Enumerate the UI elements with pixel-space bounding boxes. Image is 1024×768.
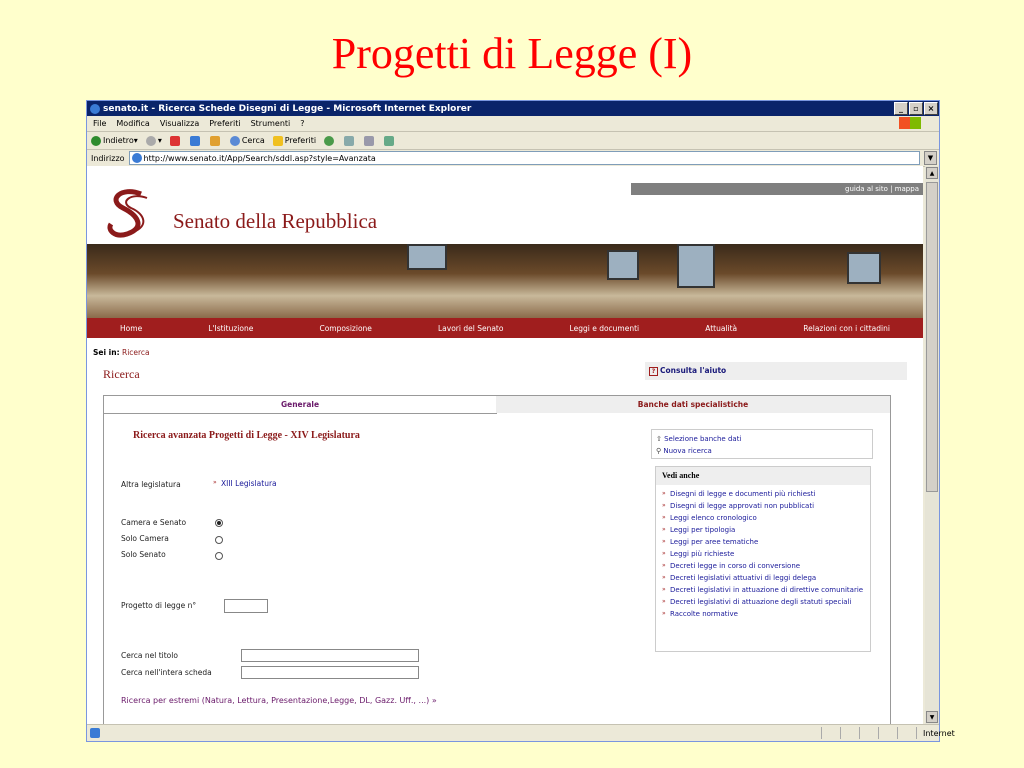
mail-button[interactable] — [344, 136, 356, 146]
breadcrumb-label: Sei in: — [93, 348, 120, 357]
address-url: http://www.senato.it/App/Search/sddl.asp?style=Avanzata — [143, 153, 376, 163]
nuova-ricerca-link[interactable]: ⚲ Nuova ricerca — [656, 447, 712, 455]
monitor-icon — [607, 250, 639, 280]
nav-relazioni[interactable]: Relazioni con i cittadini — [803, 323, 890, 333]
stop-button[interactable] — [170, 136, 182, 146]
status-cell — [821, 727, 840, 739]
cerca-titolo-label: Cerca nel titolo — [121, 651, 178, 660]
close-button[interactable]: × — [924, 102, 938, 115]
search-icon — [230, 136, 240, 146]
nav-lavori[interactable]: Lavori del Senato — [438, 323, 504, 333]
nav-leggi[interactable]: Leggi e documenti — [569, 323, 640, 333]
status-bar — [87, 724, 955, 741]
menu-visualizza[interactable]: Visualizza — [159, 119, 200, 128]
status-cell — [859, 727, 878, 739]
radio-solo-camera[interactable] — [215, 536, 223, 544]
vedi-anche-link[interactable]: » Leggi per aree tematiche — [662, 537, 870, 547]
nav-istituzione[interactable]: L'Istituzione — [208, 323, 254, 333]
breadcrumb — [93, 348, 150, 357]
tab-banche-dati[interactable]: Banche dati specialistiche — [496, 396, 890, 413]
browser-window — [86, 100, 955, 742]
print-icon — [364, 136, 374, 146]
altra-legislatura-label: Altra legislatura — [121, 480, 181, 489]
status-cell — [878, 727, 897, 739]
radio-label-solo-camera: Solo Camera — [121, 534, 169, 543]
vedi-anche-heading: Vedi anche — [656, 467, 870, 485]
breadcrumb-ricerca[interactable]: Ricerca — [121, 348, 150, 357]
status-zone: Internet — [916, 727, 939, 739]
vedi-anche-box — [655, 466, 871, 652]
scroll-down-arrow[interactable]: ▼ — [926, 711, 938, 723]
radio-camera-senato[interactable] — [215, 519, 223, 527]
address-bar — [87, 150, 939, 167]
menu-help[interactable]: ? — [300, 119, 305, 128]
monitor-icon — [847, 252, 881, 284]
status-cell — [840, 727, 859, 739]
xiii-legislatura-link[interactable]: XIII Legislatura — [221, 479, 277, 488]
maximize-button[interactable]: ▫ — [909, 102, 923, 115]
radio-label-camera-senato: Camera e Senato — [121, 518, 187, 527]
nav-composizione[interactable]: Composizione — [319, 323, 372, 333]
scroll-thumb[interactable] — [926, 182, 938, 492]
page-icon — [132, 153, 142, 163]
address-input[interactable] — [129, 151, 920, 165]
main-nav — [87, 318, 923, 338]
menu-bar — [87, 116, 939, 132]
header-banner-image — [87, 244, 923, 318]
print-button[interactable] — [364, 136, 376, 146]
favorites-button[interactable]: Preferiti — [273, 136, 316, 146]
stop-icon — [170, 136, 180, 146]
up-arrow-icon: ⇧ — [656, 435, 662, 443]
vedi-anche-link[interactable]: » Raccolte normative — [662, 609, 870, 619]
minimize-button[interactable]: _ — [894, 102, 908, 115]
menu-modifica[interactable]: Modifica — [116, 119, 150, 128]
search-heading: Ricerca avanzata Progetti di Legge - XIV Legislatura — [133, 430, 360, 441]
forward-button[interactable]: ▾ — [146, 136, 162, 146]
ricerca-estremi-link[interactable]: Ricerca per estremi (Natura, Lettura, Presentazione,Legge, DL, Gazz. Uff., ...) » — [121, 696, 437, 705]
nav-attualita[interactable]: Attualità — [705, 323, 738, 333]
senato-logo-icon — [101, 186, 159, 238]
history-icon — [324, 136, 334, 146]
menu-file[interactable]: File — [93, 119, 107, 128]
back-button[interactable]: Indietro ▾ — [91, 136, 138, 146]
vedi-anche-link[interactable]: » Decreti legislativi attuativi di leggi delega — [662, 573, 870, 583]
forward-arrow-icon — [146, 136, 156, 146]
monitor-icon — [407, 244, 447, 270]
vedi-anche-link[interactable]: » Disegni di legge approvati non pubblicati — [662, 501, 870, 511]
vedi-anche-link[interactable]: » Decreti legislativi di attuazione degli statuti speciali — [662, 597, 870, 607]
help-link[interactable]: ? Consulta l'aiuto — [645, 362, 907, 380]
title-bar — [87, 101, 939, 116]
vedi-anche-list — [656, 489, 870, 619]
cerca-scheda-input[interactable] — [241, 666, 419, 679]
menu-strumenti[interactable]: Strumenti — [250, 119, 291, 128]
radio-label-solo-senato: Solo Senato — [121, 550, 166, 559]
toolbar — [87, 132, 939, 150]
vedi-anche-link[interactable]: » Leggi per tipologia — [662, 525, 870, 535]
home-button[interactable] — [210, 136, 222, 146]
windows-logo-icon — [899, 117, 921, 129]
search-icon: ⚲ — [656, 447, 662, 455]
address-dropdown[interactable]: ▼ — [924, 151, 937, 165]
menu-preferiti[interactable]: Preferiti — [209, 119, 241, 128]
top-links[interactable]: guida al sito | mappa — [631, 183, 923, 195]
bullet-icon: » — [213, 479, 217, 486]
history-button[interactable] — [324, 136, 336, 146]
home-icon — [210, 136, 220, 146]
status-cells — [821, 727, 955, 739]
page-status-icon — [90, 728, 100, 738]
tab-generale[interactable]: Generale — [104, 396, 497, 414]
selection-box — [651, 429, 873, 459]
monitor-icon — [677, 244, 715, 288]
search-button[interactable]: Cerca — [230, 136, 265, 146]
selezione-banche-link[interactable]: ⇧ Selezione banche dati — [656, 435, 742, 443]
section-title: Ricerca — [103, 367, 140, 381]
vedi-anche-link[interactable]: » Decreti legislativi in attuazione di direttive comunitarie — [662, 585, 870, 595]
nav-home[interactable]: Home — [120, 323, 143, 333]
help-icon: ? — [649, 367, 658, 376]
radio-solo-senato[interactable] — [215, 552, 223, 560]
slide-title: Progetti di Legge (I) — [331, 29, 693, 78]
star-icon — [273, 136, 283, 146]
refresh-button[interactable] — [190, 136, 202, 146]
scroll-up-arrow[interactable]: ▲ — [926, 167, 938, 179]
page-content — [87, 166, 923, 724]
mail-icon — [344, 136, 354, 146]
back-arrow-icon — [91, 136, 101, 146]
vedi-anche-link[interactable]: » Leggi più richieste — [662, 549, 870, 559]
site-name: Senato della Repubblica — [173, 209, 378, 233]
edit-button[interactable] — [384, 136, 396, 146]
vedi-anche-link[interactable]: » Leggi elenco cronologico — [662, 513, 870, 523]
progetto-label: Progetto di legge n° — [121, 601, 197, 610]
window-title: senato.it - Ricerca Schede Disegni di Legge - Microsoft Internet Explorer — [103, 103, 472, 114]
cerca-titolo-input[interactable] — [241, 649, 419, 662]
status-cell — [897, 727, 916, 739]
progetto-input[interactable] — [224, 599, 268, 613]
refresh-icon — [190, 136, 200, 146]
vertical-scrollbar[interactable] — [925, 166, 939, 724]
vedi-anche-link[interactable]: » Decreti legge in corso di conversione — [662, 561, 870, 571]
edit-icon — [384, 136, 394, 146]
ie-icon — [90, 104, 100, 114]
vedi-anche-link[interactable]: » Disegni di legge e documenti più richiesti — [662, 489, 870, 499]
address-label: Indirizzo — [91, 153, 125, 163]
cerca-scheda-label: Cerca nell'intera scheda — [121, 668, 212, 677]
